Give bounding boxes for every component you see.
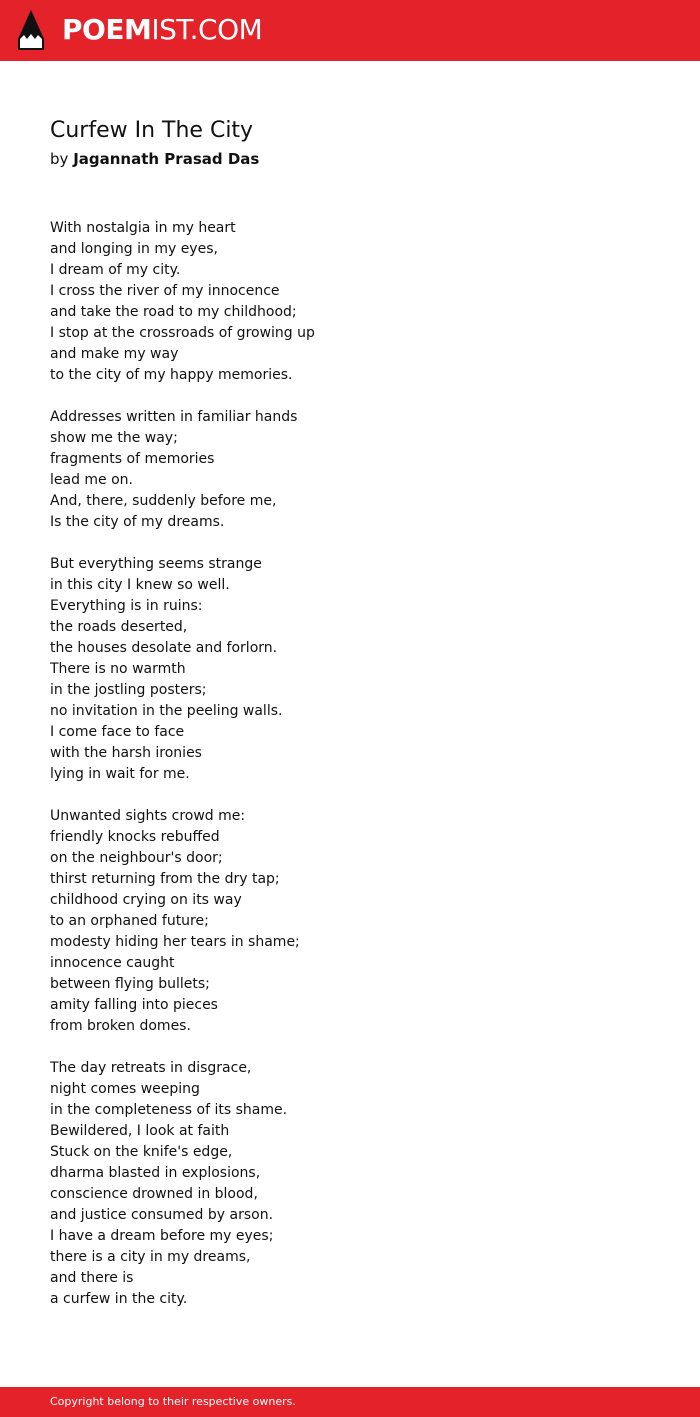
poem-stanza: [50, 554, 650, 785]
poem-line: lying in wait for me.: [50, 766, 190, 782]
site-footer: [0, 1387, 700, 1417]
poem-line: on the neighbour's door;: [50, 850, 223, 866]
poem-line: in the completeness of its shame.: [50, 1102, 288, 1118]
poem-title: Curfew In The City: [50, 118, 254, 143]
pencil-tip-icon[interactable]: [17, 9, 45, 51]
poem-line: friendly knocks rebuffed: [50, 829, 220, 845]
poem-line: the houses desolate and forlorn.: [50, 640, 278, 656]
poem-line: amity falling into pieces: [50, 997, 218, 1013]
poem-line: I dream of my city.: [50, 262, 181, 278]
poem-line: But everything seems strange: [50, 556, 262, 572]
poem-line: the roads deserted,: [50, 619, 188, 635]
poem-line: in this city I knew so well.: [50, 577, 230, 593]
poem-line: there is a city in my dreams,: [50, 1249, 251, 1265]
poem-line: Stuck on the knife's edge,: [50, 1144, 233, 1160]
poem-line: thirst returning from the dry tap;: [50, 871, 280, 887]
poem-line: night comes weeping: [50, 1081, 200, 1097]
poem-line: Is the city of my dreams.: [50, 514, 225, 530]
poem-line: There is no warmth: [50, 661, 186, 677]
poem-stanza: [50, 218, 650, 386]
poem-line: I have a dream before my eyes;: [50, 1228, 274, 1244]
poem-line: to the city of my happy memories.: [50, 367, 293, 383]
poem-stanza: [50, 1058, 650, 1310]
poem-line: conscience drowned in blood,: [50, 1186, 258, 1202]
poem-line: show me the way;: [50, 430, 178, 446]
poem-stanza: [50, 806, 650, 1037]
poem-line: The day retreats in disgrace,: [50, 1060, 252, 1076]
poem-author: Jagannath Prasad Das: [73, 150, 260, 168]
logo-light-text: IST.COM: [151, 13, 263, 46]
poem-line: modesty hiding her tears in shame;: [50, 934, 300, 950]
poem-line: Addresses written in familiar hands: [50, 409, 298, 425]
logo-bold-text: POEM: [62, 13, 152, 46]
byline-label: by: [50, 150, 69, 168]
poem-line: from broken domes.: [50, 1018, 191, 1034]
poem-line: I cross the river of my innocence: [50, 283, 280, 299]
poem-line: with the harsh ironies: [50, 745, 202, 761]
poem-line: fragments of memories: [50, 451, 215, 467]
poem-line: childhood crying on its way: [50, 892, 242, 908]
poem-line: and make my way: [50, 346, 179, 362]
poem-body: [50, 218, 650, 1331]
poem-line: and take the road to my childhood;: [50, 304, 297, 320]
poem-line: a curfew in the city.: [50, 1291, 188, 1307]
poem-line: dharma blasted in explosions,: [50, 1165, 261, 1181]
poem-line: lead me on.: [50, 472, 134, 488]
poem-line: Bewildered, I look at faith: [50, 1123, 230, 1139]
poem-line: With nostalgia in my heart: [50, 220, 236, 236]
poem-line: between flying bullets;: [50, 976, 210, 992]
poem-line: Everything is in ruins:: [50, 598, 203, 614]
poem-line: in the jostling posters;: [50, 682, 207, 698]
poem-stanza: [50, 407, 650, 533]
poem-line: Unwanted sights crowd me:: [50, 808, 246, 824]
poem-line: and justice consumed by arson.: [50, 1207, 274, 1223]
copyright-notice: Copyright belong to their respective owners.: [50, 1395, 296, 1408]
site-logo[interactable]: [62, 12, 262, 48]
poem-line: and there is: [50, 1270, 134, 1286]
poem-line: no invitation in the peeling walls.: [50, 703, 283, 719]
poem-line: and longing in my eyes,: [50, 241, 218, 257]
poem-byline: [50, 148, 259, 170]
poem-line: I come face to face: [50, 724, 185, 740]
poem-line: to an orphaned future;: [50, 913, 209, 929]
site-header: [0, 0, 700, 61]
poem-line: innocence caught: [50, 955, 175, 971]
poem-line: I stop at the crossroads of growing up: [50, 325, 315, 341]
poem-line: And, there, suddenly before me,: [50, 493, 277, 509]
